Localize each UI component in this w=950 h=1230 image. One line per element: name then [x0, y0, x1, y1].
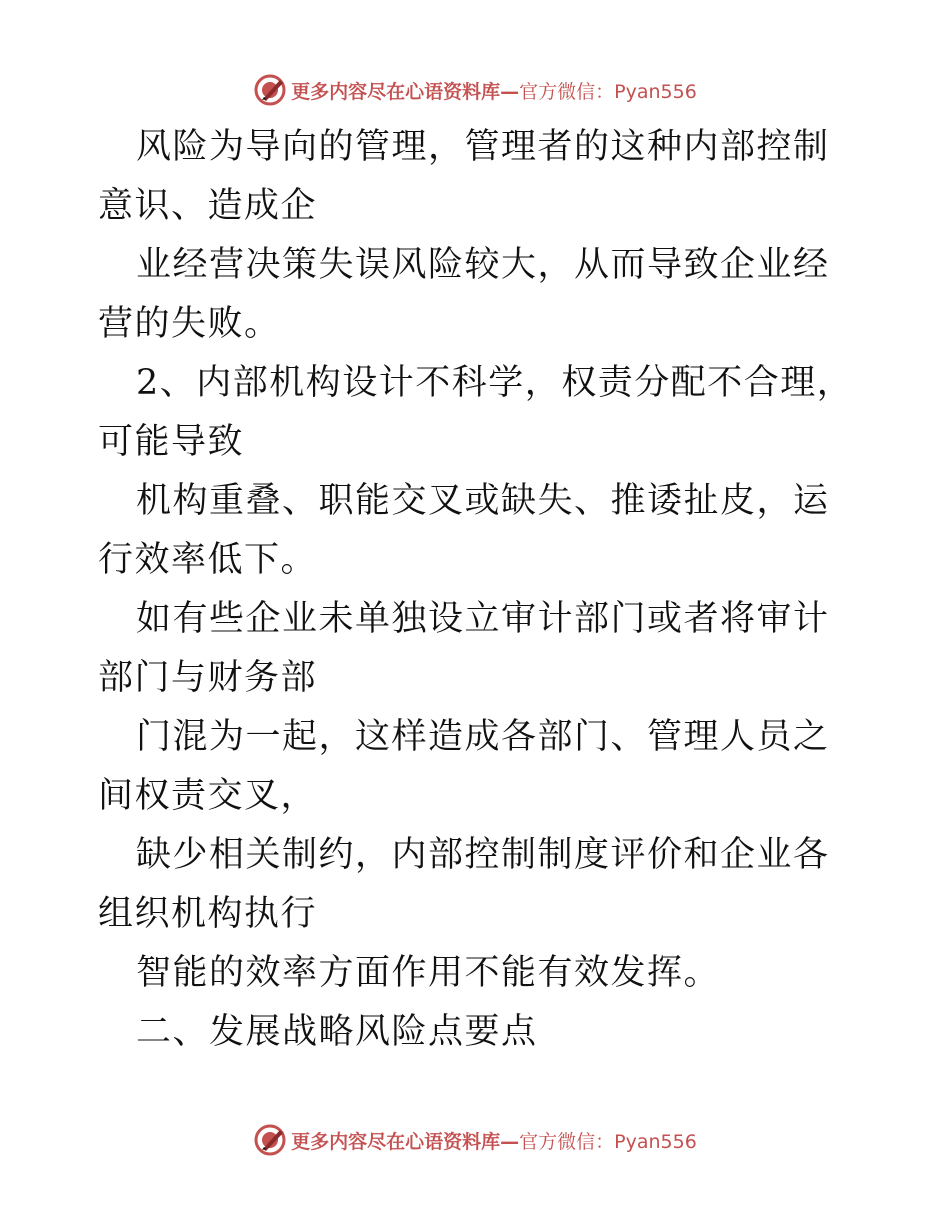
banner-wechat: 官方微信：Pyan556 [519, 80, 697, 103]
pen-seal-logo-icon [253, 1123, 287, 1157]
footer-banner [0, 1120, 950, 1160]
pen-seal-logo-icon [253, 73, 287, 107]
paragraph-3: 2、内部机构设计不科学，权责分配不合理，可能导致 [98, 363, 854, 462]
paragraph-7: 缺少相关制约，内部控制制度评价和企业各组织机构执行 [98, 835, 830, 934]
banner-title: 更多内容尽在心语资料库— [291, 1130, 520, 1153]
paragraph-6: 门混为一起，这样造成各部门、管理人员之间权责交叉， [98, 717, 830, 816]
header-banner [0, 70, 950, 110]
paragraph-4: 机构重叠、职能交叉或缺失、推诿扯皮，运行效率低下。 [98, 481, 830, 580]
paragraph-8: 智能的效率方面作用不能有效发挥。 [136, 953, 721, 993]
paragraph-2: 业经营决策失误风险较大，从而导致企业经营的失败。 [98, 245, 830, 344]
document-body [98, 118, 858, 1062]
paragraph-5: 如有些企业未单独设立审计部门或者将审计部门与财务部 [98, 599, 830, 698]
banner-wechat: 官方微信：Pyan556 [519, 1130, 697, 1153]
section-heading: 二、发展战略风险点要点 [136, 1012, 538, 1052]
paragraph-1: 风险为导向的管理，管理者的这种内部控制意识、造成企 [98, 127, 830, 226]
banner-title: 更多内容尽在心语资料库— [291, 80, 520, 103]
